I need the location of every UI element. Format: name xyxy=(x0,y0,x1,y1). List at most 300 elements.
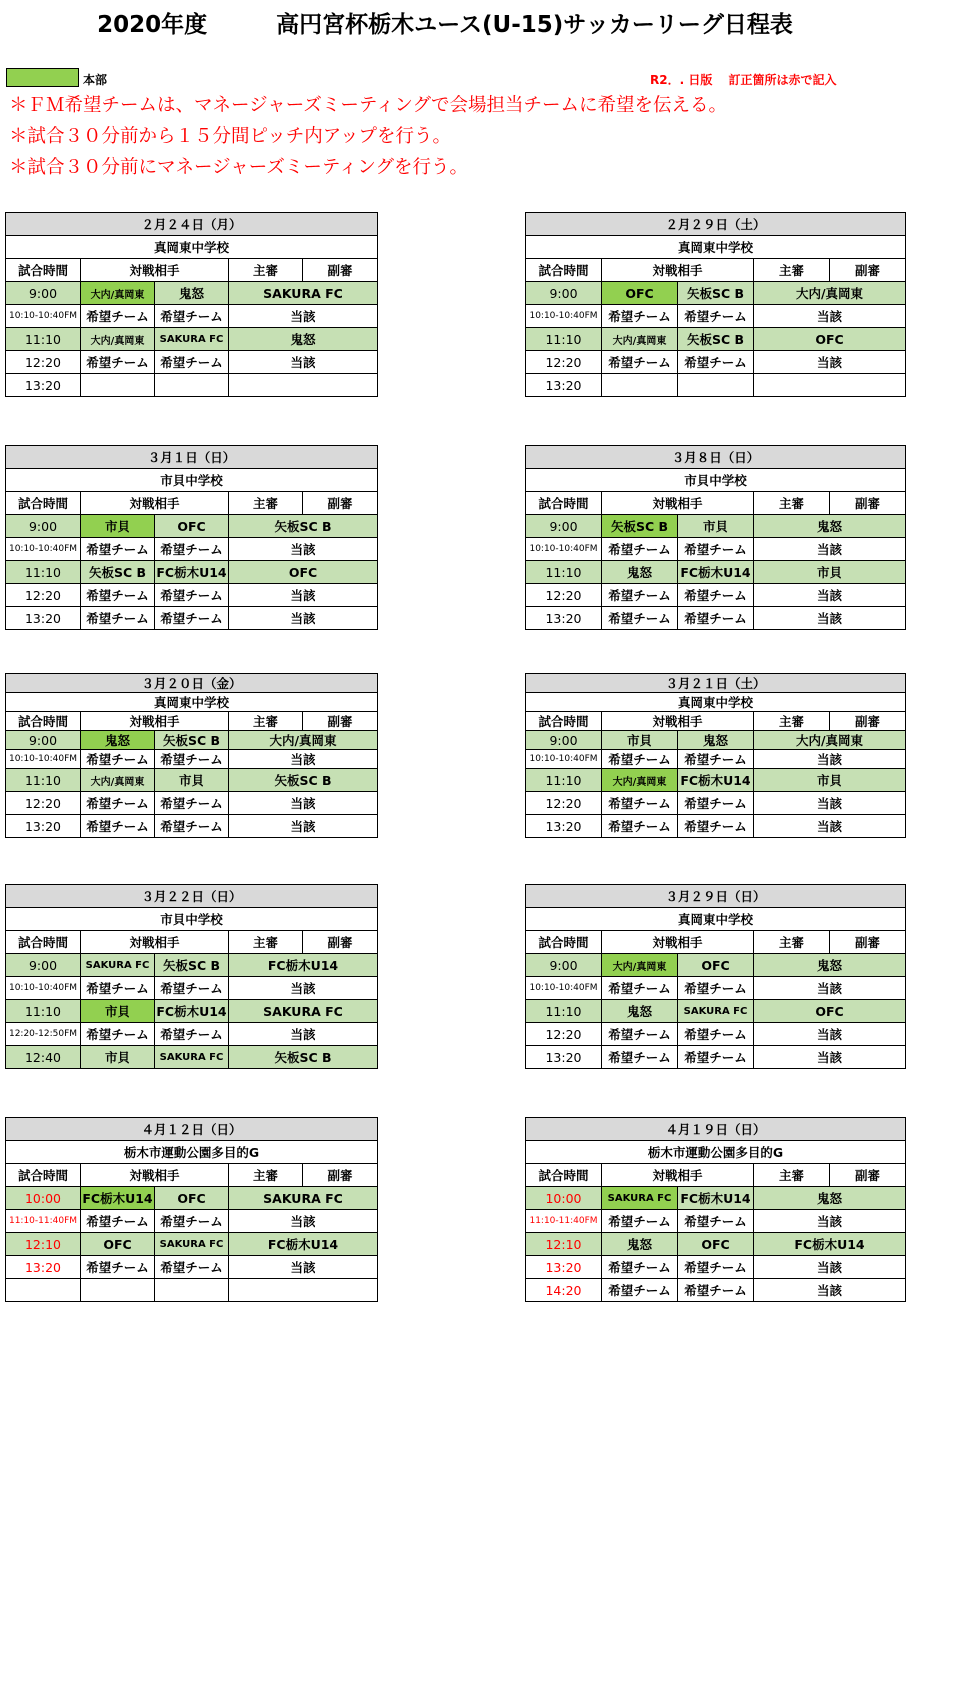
col-header-assistant-ref: 副審 xyxy=(303,931,378,954)
team-b: 希望チーム xyxy=(678,1256,754,1279)
match-time: 11:10 xyxy=(6,1000,81,1023)
match-time: 10:10-10:40FM xyxy=(6,977,81,1000)
team-b: OFC xyxy=(678,954,754,977)
referee xyxy=(229,374,378,397)
col-header-main-ref: 主審 xyxy=(229,1164,303,1187)
team-b: SAKURA FC xyxy=(155,1046,229,1069)
col-header-assistant-ref: 副審 xyxy=(303,1164,378,1187)
match-time: 12:10 xyxy=(526,1233,602,1256)
referee: 当該 xyxy=(754,815,906,838)
team-b: 矢板SC B xyxy=(155,731,229,750)
table-row xyxy=(6,977,378,1000)
date-row xyxy=(526,446,906,469)
column-header-row xyxy=(6,1164,378,1187)
referee: 大内/真岡東 xyxy=(229,731,378,750)
team-b: FC栃木U14 xyxy=(678,1187,754,1210)
date-row xyxy=(526,674,906,693)
match-row xyxy=(6,1046,378,1069)
match-date: ３月１日（日） xyxy=(6,446,378,469)
col-header-time: 試合時間 xyxy=(526,259,602,282)
referee: 当該 xyxy=(754,792,906,815)
team-a: 鬼怒 xyxy=(602,1233,678,1256)
venue-row xyxy=(6,236,378,259)
match-date: ２月２４日（月） xyxy=(6,213,378,236)
team-b: SAKURA FC xyxy=(155,328,229,351)
team-b: 鬼怒 xyxy=(155,282,229,305)
schedule-table xyxy=(525,673,906,838)
team-a: 市貝 xyxy=(81,515,155,538)
team-b: 希望チーム xyxy=(678,1023,754,1046)
note-fm-request: ＊ＦＭ希望チームは、マネージャーズミーティングで会場担当チームに希望を伝える。 xyxy=(9,95,727,116)
venue-row xyxy=(6,693,378,712)
team-a: SAKURA FC xyxy=(81,954,155,977)
team-b: 矢板SC B xyxy=(678,328,754,351)
col-header-time: 試合時間 xyxy=(526,1164,602,1187)
team-b xyxy=(678,374,754,397)
referee: 当該 xyxy=(754,1256,906,1279)
match-time: 9:00 xyxy=(6,515,81,538)
match-time: 11:10 xyxy=(526,328,602,351)
match-time: 11:10 xyxy=(526,561,602,584)
team-b: 希望チーム xyxy=(678,538,754,561)
team-a: 希望チーム xyxy=(602,792,678,815)
col-header-time: 試合時間 xyxy=(526,712,602,731)
date-row xyxy=(6,446,378,469)
team-b: 市貝 xyxy=(678,515,754,538)
match-time: 12:20 xyxy=(6,584,81,607)
venue-row xyxy=(6,908,378,931)
referee: 矢板SC B xyxy=(229,515,378,538)
team-b: SAKURA FC xyxy=(678,1000,754,1023)
col-header-main-ref: 主審 xyxy=(229,712,303,731)
col-header-main-ref: 主審 xyxy=(754,1164,830,1187)
col-header-opponent: 対戦相手 xyxy=(602,259,754,282)
team-a: 希望チーム xyxy=(81,1256,155,1279)
match-date: ４月１９日（日） xyxy=(526,1118,906,1141)
team-a: SAKURA FC xyxy=(602,1187,678,1210)
team-a: FC栃木U14 xyxy=(81,1187,155,1210)
referee: 当該 xyxy=(229,584,378,607)
col-header-time: 試合時間 xyxy=(526,492,602,515)
referee: 当該 xyxy=(229,305,378,328)
date-row xyxy=(6,885,378,908)
referee: 当該 xyxy=(229,1023,378,1046)
match-time: 9:00 xyxy=(526,515,602,538)
column-header-row xyxy=(526,931,906,954)
referee: SAKURA FC xyxy=(229,1000,378,1023)
referee: 鬼怒 xyxy=(754,954,906,977)
team-a: 希望チーム xyxy=(602,1023,678,1046)
match-date: ４月１２日（日） xyxy=(6,1118,378,1141)
match-row xyxy=(526,769,906,792)
schedule-table xyxy=(5,445,378,630)
match-time: 11:10 xyxy=(6,328,81,351)
team-b: 希望チーム xyxy=(155,1210,229,1233)
schedule-table xyxy=(525,884,906,1069)
referee: 当該 xyxy=(229,351,378,374)
venue-name: 市貝中学校 xyxy=(6,908,378,931)
team-b: 希望チーム xyxy=(155,305,229,328)
team-b: OFC xyxy=(155,515,229,538)
match-time: 11:10-11:40FM xyxy=(6,1210,81,1233)
table-row xyxy=(6,584,378,607)
venue-row xyxy=(526,693,906,712)
table-row xyxy=(6,607,378,630)
team-a: OFC xyxy=(81,1233,155,1256)
team-a: 大内/真岡東 xyxy=(602,769,678,792)
match-time: 13:20 xyxy=(526,607,602,630)
venue-name: 真岡東中学校 xyxy=(526,908,906,931)
match-row xyxy=(6,561,378,584)
col-header-opponent: 対戦相手 xyxy=(602,931,754,954)
match-time: 10:00 xyxy=(6,1187,81,1210)
team-a: 鬼怒 xyxy=(602,1000,678,1023)
team-b: FC栃木U14 xyxy=(678,561,754,584)
column-header-row xyxy=(6,712,378,731)
referee: 鬼怒 xyxy=(754,515,906,538)
team-b: 希望チーム xyxy=(678,792,754,815)
team-a: 希望チーム xyxy=(81,1023,155,1046)
team-a: 希望チーム xyxy=(602,351,678,374)
table-row xyxy=(526,374,906,397)
match-time: 13:20 xyxy=(6,815,81,838)
referee: 当該 xyxy=(754,607,906,630)
referee: FC栃木U14 xyxy=(229,954,378,977)
team-a: 希望チーム xyxy=(81,538,155,561)
col-header-main-ref: 主審 xyxy=(754,492,830,515)
referee: 鬼怒 xyxy=(754,1187,906,1210)
match-time: 12:20 xyxy=(526,351,602,374)
match-row xyxy=(526,1187,906,1210)
team-a: 希望チーム xyxy=(81,792,155,815)
team-a: 市貝 xyxy=(81,1000,155,1023)
referee: 当該 xyxy=(229,1256,378,1279)
table-row xyxy=(6,1256,378,1279)
referee: 当該 xyxy=(754,750,906,769)
date-row xyxy=(526,1118,906,1141)
team-b: 希望チーム xyxy=(678,607,754,630)
table-row xyxy=(6,815,378,838)
match-time: 10:10-10:40FM xyxy=(6,538,81,561)
date-row xyxy=(6,1118,378,1141)
referee: 大内/真岡東 xyxy=(754,731,906,750)
team-a: 大内/真岡東 xyxy=(81,328,155,351)
table-row xyxy=(526,538,906,561)
column-header-row xyxy=(6,492,378,515)
table-row xyxy=(526,1256,906,1279)
team-a: 希望チーム xyxy=(602,538,678,561)
col-header-opponent: 対戦相手 xyxy=(81,492,229,515)
col-header-opponent: 対戦相手 xyxy=(81,259,229,282)
team-b: 鬼怒 xyxy=(678,731,754,750)
table-row xyxy=(6,351,378,374)
team-b: 希望チーム xyxy=(678,977,754,1000)
schedule-table xyxy=(525,1117,906,1302)
table-row xyxy=(526,607,906,630)
referee xyxy=(754,374,906,397)
column-header-row xyxy=(526,712,906,731)
team-a: 希望チーム xyxy=(602,1279,678,1302)
referee: 当該 xyxy=(754,305,906,328)
date-row xyxy=(526,885,906,908)
col-header-assistant-ref: 副審 xyxy=(303,259,378,282)
col-header-assistant-ref: 副審 xyxy=(830,931,906,954)
referee: OFC xyxy=(229,561,378,584)
team-a: 希望チーム xyxy=(81,351,155,374)
referee: SAKURA FC xyxy=(229,282,378,305)
referee: 鬼怒 xyxy=(229,328,378,351)
match-time: 13:20 xyxy=(526,1046,602,1069)
team-a: 希望チーム xyxy=(602,1256,678,1279)
table-row xyxy=(6,374,378,397)
team-b: 希望チーム xyxy=(155,1023,229,1046)
match-date: ２月２９日（土） xyxy=(526,213,906,236)
match-row xyxy=(6,769,378,792)
match-time: 11:10-11:40FM xyxy=(526,1210,602,1233)
venue-row xyxy=(6,469,378,492)
match-time: 9:00 xyxy=(6,731,81,750)
referee: 当該 xyxy=(754,977,906,1000)
match-time: 13:20 xyxy=(526,374,602,397)
match-row xyxy=(6,731,378,750)
team-a: 鬼怒 xyxy=(81,731,155,750)
venue-name: 栃木市運動公園多目的G xyxy=(6,1141,378,1164)
team-a: 希望チーム xyxy=(602,584,678,607)
team-b: 市貝 xyxy=(155,769,229,792)
col-header-assistant-ref: 副審 xyxy=(830,259,906,282)
table-row xyxy=(526,1279,906,1302)
team-a: 希望チーム xyxy=(81,607,155,630)
match-time: 13:20 xyxy=(6,374,81,397)
team-a: 希望チーム xyxy=(602,815,678,838)
match-row xyxy=(526,282,906,305)
match-time: 12:20 xyxy=(526,584,602,607)
match-time: 14:20 xyxy=(526,1279,602,1302)
team-a: 市貝 xyxy=(602,731,678,750)
table-row xyxy=(526,977,906,1000)
team-b: 希望チーム xyxy=(678,584,754,607)
referee: 当該 xyxy=(754,1023,906,1046)
referee: 当該 xyxy=(754,1210,906,1233)
team-a xyxy=(81,1279,155,1302)
team-b: OFC xyxy=(155,1187,229,1210)
column-header-row xyxy=(6,931,378,954)
referee: 当該 xyxy=(754,538,906,561)
venue-row xyxy=(526,469,906,492)
col-header-time: 試合時間 xyxy=(6,931,81,954)
team-a: OFC xyxy=(602,282,678,305)
table-row xyxy=(526,1210,906,1233)
table-row xyxy=(6,750,378,769)
match-time: 13:20 xyxy=(6,607,81,630)
match-date: ３月２９日（日） xyxy=(526,885,906,908)
schedule-table xyxy=(525,445,906,630)
referee: FC栃木U14 xyxy=(229,1233,378,1256)
team-b: SAKURA FC xyxy=(155,1233,229,1256)
match-date: ３月８日（日） xyxy=(526,446,906,469)
referee: 当該 xyxy=(229,750,378,769)
schedule-table xyxy=(5,673,378,838)
team-b: 希望チーム xyxy=(678,815,754,838)
match-time: 9:00 xyxy=(526,282,602,305)
match-row xyxy=(526,515,906,538)
referee xyxy=(229,1279,378,1302)
date-row xyxy=(526,213,906,236)
venue-row xyxy=(526,908,906,931)
match-time: 11:10 xyxy=(526,769,602,792)
venue-name: 市貝中学校 xyxy=(526,469,906,492)
venue-name: 市貝中学校 xyxy=(6,469,378,492)
referee: 市貝 xyxy=(754,561,906,584)
col-header-opponent: 対戦相手 xyxy=(602,1164,754,1187)
match-time: 12:40 xyxy=(6,1046,81,1069)
venue-name: 真岡東中学校 xyxy=(6,693,378,712)
col-header-opponent: 対戦相手 xyxy=(81,712,229,731)
table-row xyxy=(6,792,378,815)
team-b: 希望チーム xyxy=(155,750,229,769)
col-header-main-ref: 主審 xyxy=(754,712,830,731)
col-header-time: 試合時間 xyxy=(6,492,81,515)
match-row xyxy=(526,561,906,584)
match-row xyxy=(526,1000,906,1023)
table-row xyxy=(6,1023,378,1046)
schedule-table xyxy=(525,212,906,397)
col-header-main-ref: 主審 xyxy=(229,259,303,282)
table-row xyxy=(526,584,906,607)
match-time: 12:20 xyxy=(526,1023,602,1046)
col-header-assistant-ref: 副審 xyxy=(830,1164,906,1187)
match-date: ３月２０日（金） xyxy=(6,674,378,693)
match-time: 9:00 xyxy=(6,282,81,305)
referee: 当該 xyxy=(754,584,906,607)
referee: 当該 xyxy=(229,792,378,815)
match-time: 9:00 xyxy=(6,954,81,977)
column-header-row xyxy=(6,259,378,282)
table-row xyxy=(6,1279,378,1302)
venue-row xyxy=(526,1141,906,1164)
team-b: 希望チーム xyxy=(155,538,229,561)
table-row xyxy=(6,1210,378,1233)
team-b: 希望チーム xyxy=(155,815,229,838)
match-time: 10:10-10:40FM xyxy=(526,750,602,769)
date-row xyxy=(6,213,378,236)
note-warmup: ＊試合３０分前から１５分間ピッチ内アップを行う。 xyxy=(9,126,451,147)
team-a: 希望チーム xyxy=(602,305,678,328)
match-time: 13:20 xyxy=(526,1256,602,1279)
note-managers-meeting: ＊試合３０分前にマネージャーズミーティングを行う。 xyxy=(9,157,468,178)
team-b: 矢板SC B xyxy=(678,282,754,305)
schedule-table xyxy=(5,884,378,1069)
match-time: 12:10 xyxy=(6,1233,81,1256)
match-time: 13:20 xyxy=(6,1256,81,1279)
team-a xyxy=(602,374,678,397)
match-time: 10:00 xyxy=(526,1187,602,1210)
venue-name: 真岡東中学校 xyxy=(526,693,906,712)
team-a: 大内/真岡東 xyxy=(81,282,155,305)
referee: 当該 xyxy=(229,977,378,1000)
referee: 当該 xyxy=(229,607,378,630)
table-row xyxy=(526,1023,906,1046)
match-date: ３月２２日（日） xyxy=(6,885,378,908)
col-header-main-ref: 主審 xyxy=(754,931,830,954)
referee: 市貝 xyxy=(754,769,906,792)
col-header-opponent: 対戦相手 xyxy=(602,712,754,731)
team-b: 希望チーム xyxy=(155,977,229,1000)
match-time: 12:20 xyxy=(6,351,81,374)
date-row xyxy=(6,674,378,693)
referee: 当該 xyxy=(754,1279,906,1302)
match-time: 13:20 xyxy=(526,815,602,838)
team-b: 希望チーム xyxy=(678,1046,754,1069)
match-time: 12:20 xyxy=(6,792,81,815)
col-header-main-ref: 主審 xyxy=(229,492,303,515)
table-row xyxy=(526,792,906,815)
team-a: 大内/真岡東 xyxy=(602,328,678,351)
referee: 当該 xyxy=(754,351,906,374)
match-date: ３月２１日（土） xyxy=(526,674,906,693)
team-a: 希望チーム xyxy=(602,1046,678,1069)
match-row xyxy=(6,1187,378,1210)
team-a: 希望チーム xyxy=(602,607,678,630)
referee: SAKURA FC xyxy=(229,1187,378,1210)
match-time: 9:00 xyxy=(526,954,602,977)
col-header-opponent: 対戦相手 xyxy=(81,931,229,954)
team-b: OFC xyxy=(678,1233,754,1256)
referee: FC栃木U14 xyxy=(754,1233,906,1256)
referee: 矢板SC B xyxy=(229,1046,378,1069)
col-header-time: 試合時間 xyxy=(6,1164,81,1187)
team-b: FC栃木U14 xyxy=(155,1000,229,1023)
schedule-table xyxy=(5,212,378,397)
page-title: 2020年度 高円宮杯栃木ユース(U-15)サッカーリーグ日程表 xyxy=(97,12,793,38)
referee: OFC xyxy=(754,1000,906,1023)
team-b: 矢板SC B xyxy=(155,954,229,977)
match-time: 12:20 xyxy=(526,792,602,815)
table-row xyxy=(526,750,906,769)
team-b: FC栃木U14 xyxy=(678,769,754,792)
referee: 矢板SC B xyxy=(229,769,378,792)
match-row xyxy=(6,954,378,977)
table-row xyxy=(6,305,378,328)
match-time: 9:00 xyxy=(526,731,602,750)
team-b xyxy=(155,1279,229,1302)
legend-label: 本部 xyxy=(83,73,108,87)
team-b: 希望チーム xyxy=(678,750,754,769)
match-row xyxy=(6,282,378,305)
referee: 当該 xyxy=(229,538,378,561)
match-time: 12:20-12:50FM xyxy=(6,1023,81,1046)
match-row xyxy=(6,1000,378,1023)
schedule-table xyxy=(5,1117,378,1302)
team-b: FC栃木U14 xyxy=(155,561,229,584)
team-a: 矢板SC B xyxy=(602,515,678,538)
referee: 当該 xyxy=(229,1210,378,1233)
match-time xyxy=(6,1279,81,1302)
col-header-time: 試合時間 xyxy=(6,259,81,282)
venue-name: 栃木市運動公園多目的G xyxy=(526,1141,906,1164)
venue-name: 真岡東中学校 xyxy=(526,236,906,259)
col-header-opponent: 対戦相手 xyxy=(81,1164,229,1187)
team-a: 大内/真岡東 xyxy=(602,954,678,977)
referee: 当該 xyxy=(754,1046,906,1069)
match-time: 11:10 xyxy=(6,769,81,792)
col-header-assistant-ref: 副審 xyxy=(303,492,378,515)
team-b xyxy=(155,374,229,397)
team-b: 希望チーム xyxy=(155,607,229,630)
match-time: 10:10-10:40FM xyxy=(526,538,602,561)
team-a: 鬼怒 xyxy=(602,561,678,584)
col-header-assistant-ref: 副審 xyxy=(830,492,906,515)
